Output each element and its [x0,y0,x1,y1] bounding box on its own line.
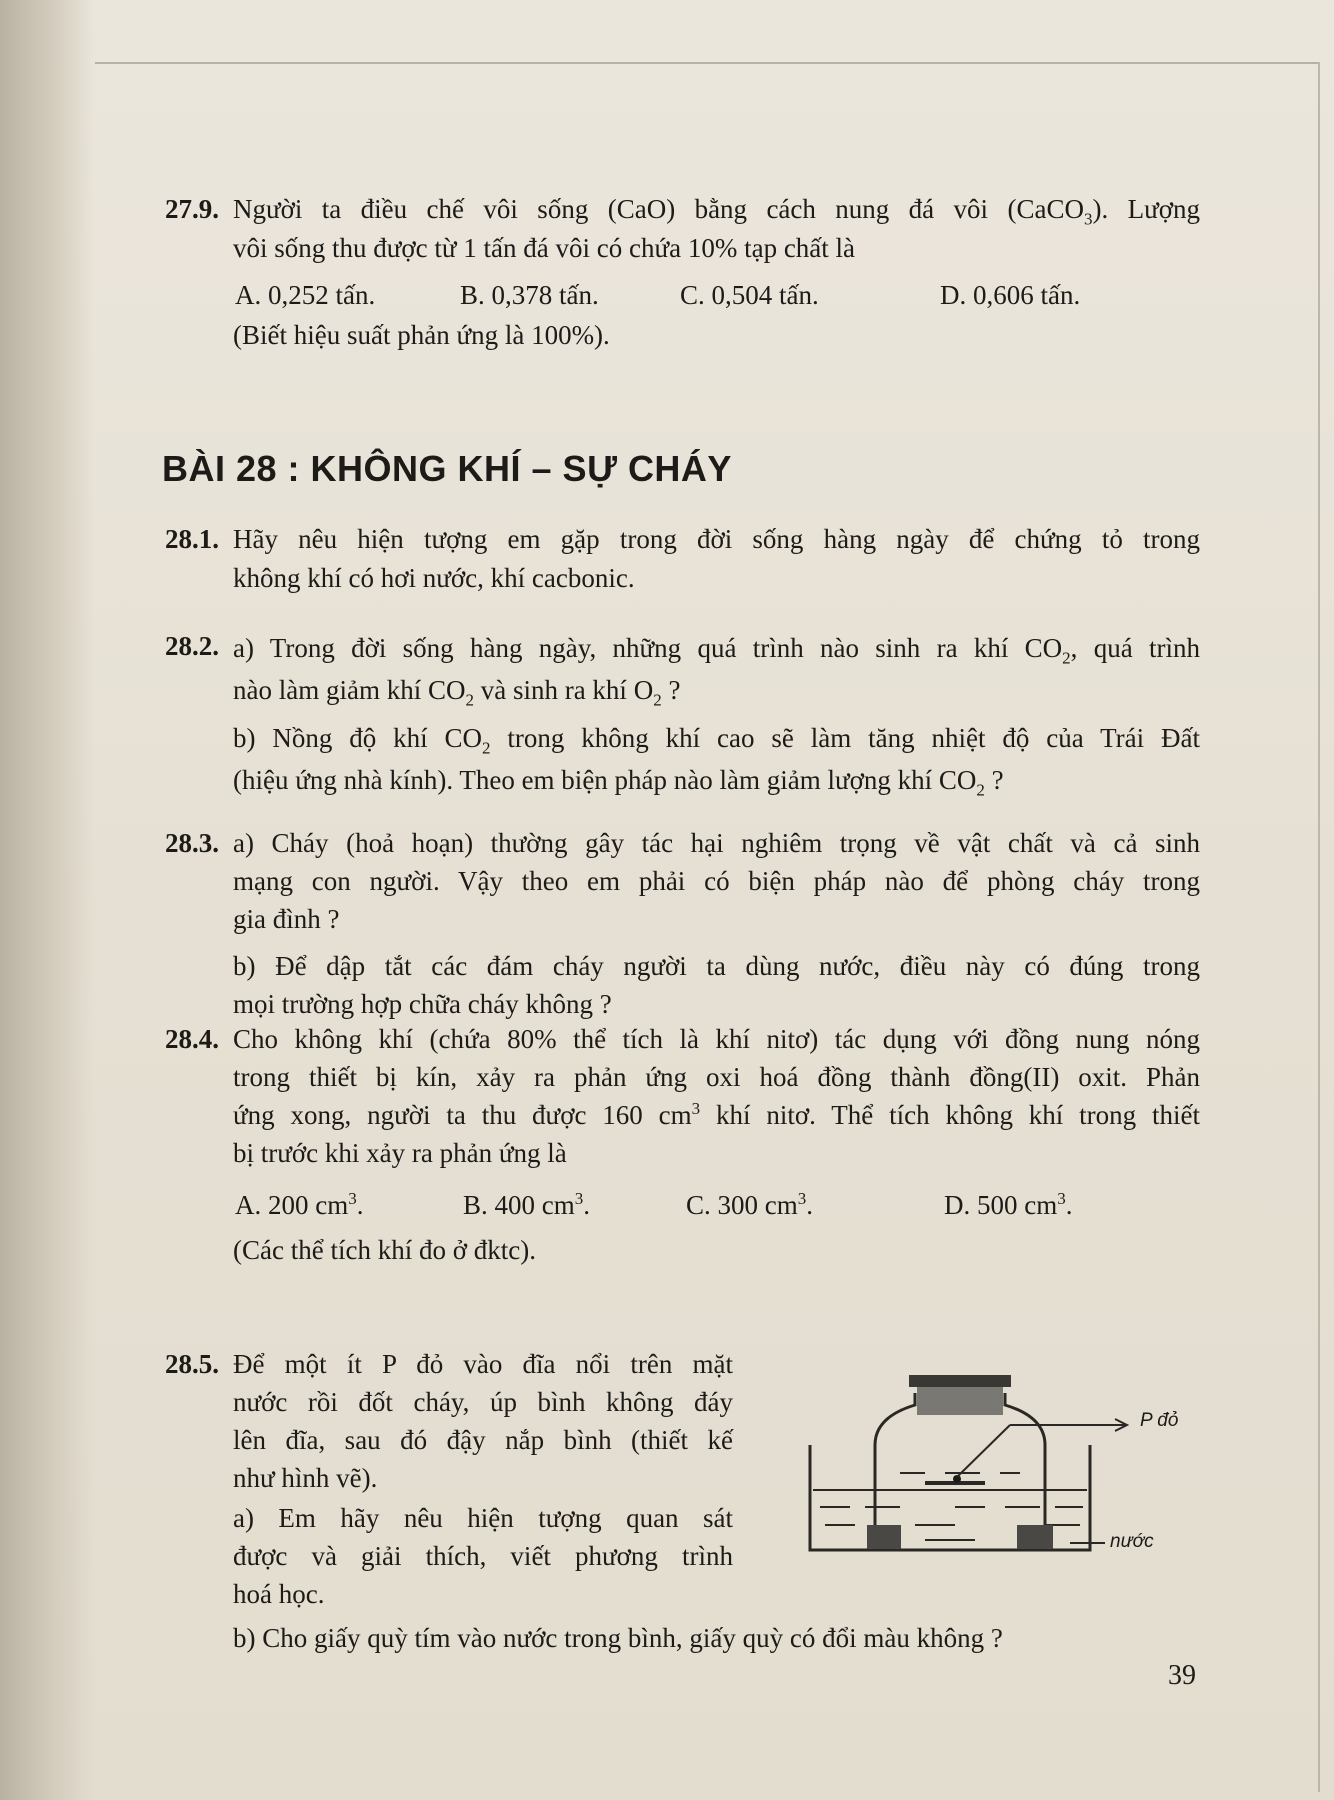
page-frame-top [95,62,1320,64]
problem-28-3 [165,824,1200,1023]
option-b: B. 400 $cm^3$. [463,1189,590,1220]
page-number: 39 [1168,1660,1196,1691]
option-a: A. 200 $cm^3$. [235,1189,364,1220]
problem-line: hoá học. [233,1579,325,1609]
problem-note: (Biết hiệu suất phản ứng là 100%). [233,320,610,350]
problem-line: không khí có hơi nước, khí cacbonic. [233,563,635,593]
problem-line: (hiệu ứng nhà kính). Theo em biện pháp nào làm giảm lượng khí $CO_2$ ? [233,765,1004,800]
problem-number: 28.1. [165,524,219,554]
label-water: nước [1110,1531,1154,1552]
problem-line: a) Trong đời sống hàng ngày, những quá trình nào sinh ra khí $CO_2$, quá trình [233,633,1200,668]
option-b: B. 0,378 tấn. [460,280,599,310]
problem-line: vôi sống thu được từ 1 tấn đá vôi có chứa 10% tạp chất là [233,233,856,263]
problem-line: b) Để dập tắt các đám cháy người ta dùng nước, điều này có đúng trong [233,951,1200,981]
pointer-line [957,1425,1010,1477]
answer-options [235,1186,1135,1225]
problem-27-9 [165,190,1200,355]
option-d: D. 500 $cm^3$. [944,1189,1073,1220]
problem-28-2 [165,627,1200,801]
problem-line: lên đĩa, sau đó đậy nắp bình (thiết kế [233,1425,733,1455]
problem-number: 27.9. [165,194,219,224]
problem-line: ứng xong, người ta thu được 160 $cm^3$ khí nitơ. Thể tích không khí trong thiết [233,1099,1200,1130]
support-left [867,1525,901,1549]
problem-line: nước rồi đốt cháy, úp bình không đáy [233,1387,733,1417]
problem-line: mạng con người. Vậy theo em phải có biện pháp nào để phòng cháy trong [233,866,1200,896]
problem-line: gia đình ? [233,904,340,934]
problem-line: như hình vẽ). [233,1463,378,1493]
problem-line: Cho không khí (chứa 80% thể tích là khí nitơ) tác dụng với đồng nung nóng [233,1024,1200,1054]
problem-line: a) Em hãy nêu hiện tượng quan sát [233,1503,733,1533]
problem-line: b) Nồng độ khí $CO_2$ trong không khí cao sẽ làm tăng nhiệt độ của Trái Đất [233,723,1200,758]
option-c: C. 300 $cm^3$. [686,1189,813,1220]
section-title: BÀI 28 : KHÔNG KHÍ – SỰ CHÁY [162,448,732,489]
problem-line: nào làm giảm khí $CO_2$ và sinh ra khí $O_2$ ? [233,675,681,710]
binding-shadow [0,0,95,1800]
stopper [917,1387,1003,1415]
answer-options [235,276,1135,315]
problem-line: b) Cho giấy quỳ tím vào nước trong bình, giấy quỳ có đổi màu không ? [233,1623,1003,1653]
experiment-diagram [805,1375,1225,1585]
problem-line: Hãy nêu hiện tượng em gặp trong đời sống hàng ngày để chứng tỏ trong [233,524,1200,554]
option-a: A. 0,252 tấn. [235,280,376,310]
problem-line: bị trước khi xảy ra phản ứng là [233,1138,567,1168]
problem-28-4 [165,1020,1200,1270]
support-right [1017,1525,1053,1549]
label-red-phosphorus: P đỏ [1140,1410,1179,1431]
problem-28-1 [165,520,1200,598]
problem-note: (Các thể tích khí đo ở đktc). [233,1235,536,1265]
problem-line: a) Cháy (hoả hoạn) thường gây tác hại nghiêm trọng về vật chất và cả sinh [233,828,1200,858]
problem-line: Người ta điều chế vôi sống (CaO) bằng cách nung đá vôi (CaCO$_3$). Lượng [233,194,1200,229]
problem-line: trong thiết bị kín, xảy ra phản ứng oxi hoá đồng thành đồng(II) oxit. Phản [233,1062,1200,1092]
problem-number: 28.4. [165,1024,219,1054]
problem-line: được và giải thích, viết phương trình [233,1541,733,1571]
page-frame-right [1318,62,1320,1792]
option-c: C. 0,504 tấn. [680,280,819,310]
problem-number: 28.3. [165,828,219,858]
option-d: D. 0,606 tấn. [940,280,1081,310]
stopper-cap [909,1375,1011,1387]
bell-jar-diagram [805,1375,1225,1585]
problem-line: Để một ít P đỏ vào đĩa nổi trên mặt [233,1349,733,1379]
problem-number: 28.2. [165,631,219,661]
problem-number: 28.5. [165,1349,219,1379]
problem-line: mọi trường hợp chữa cháy không ? [233,989,612,1019]
